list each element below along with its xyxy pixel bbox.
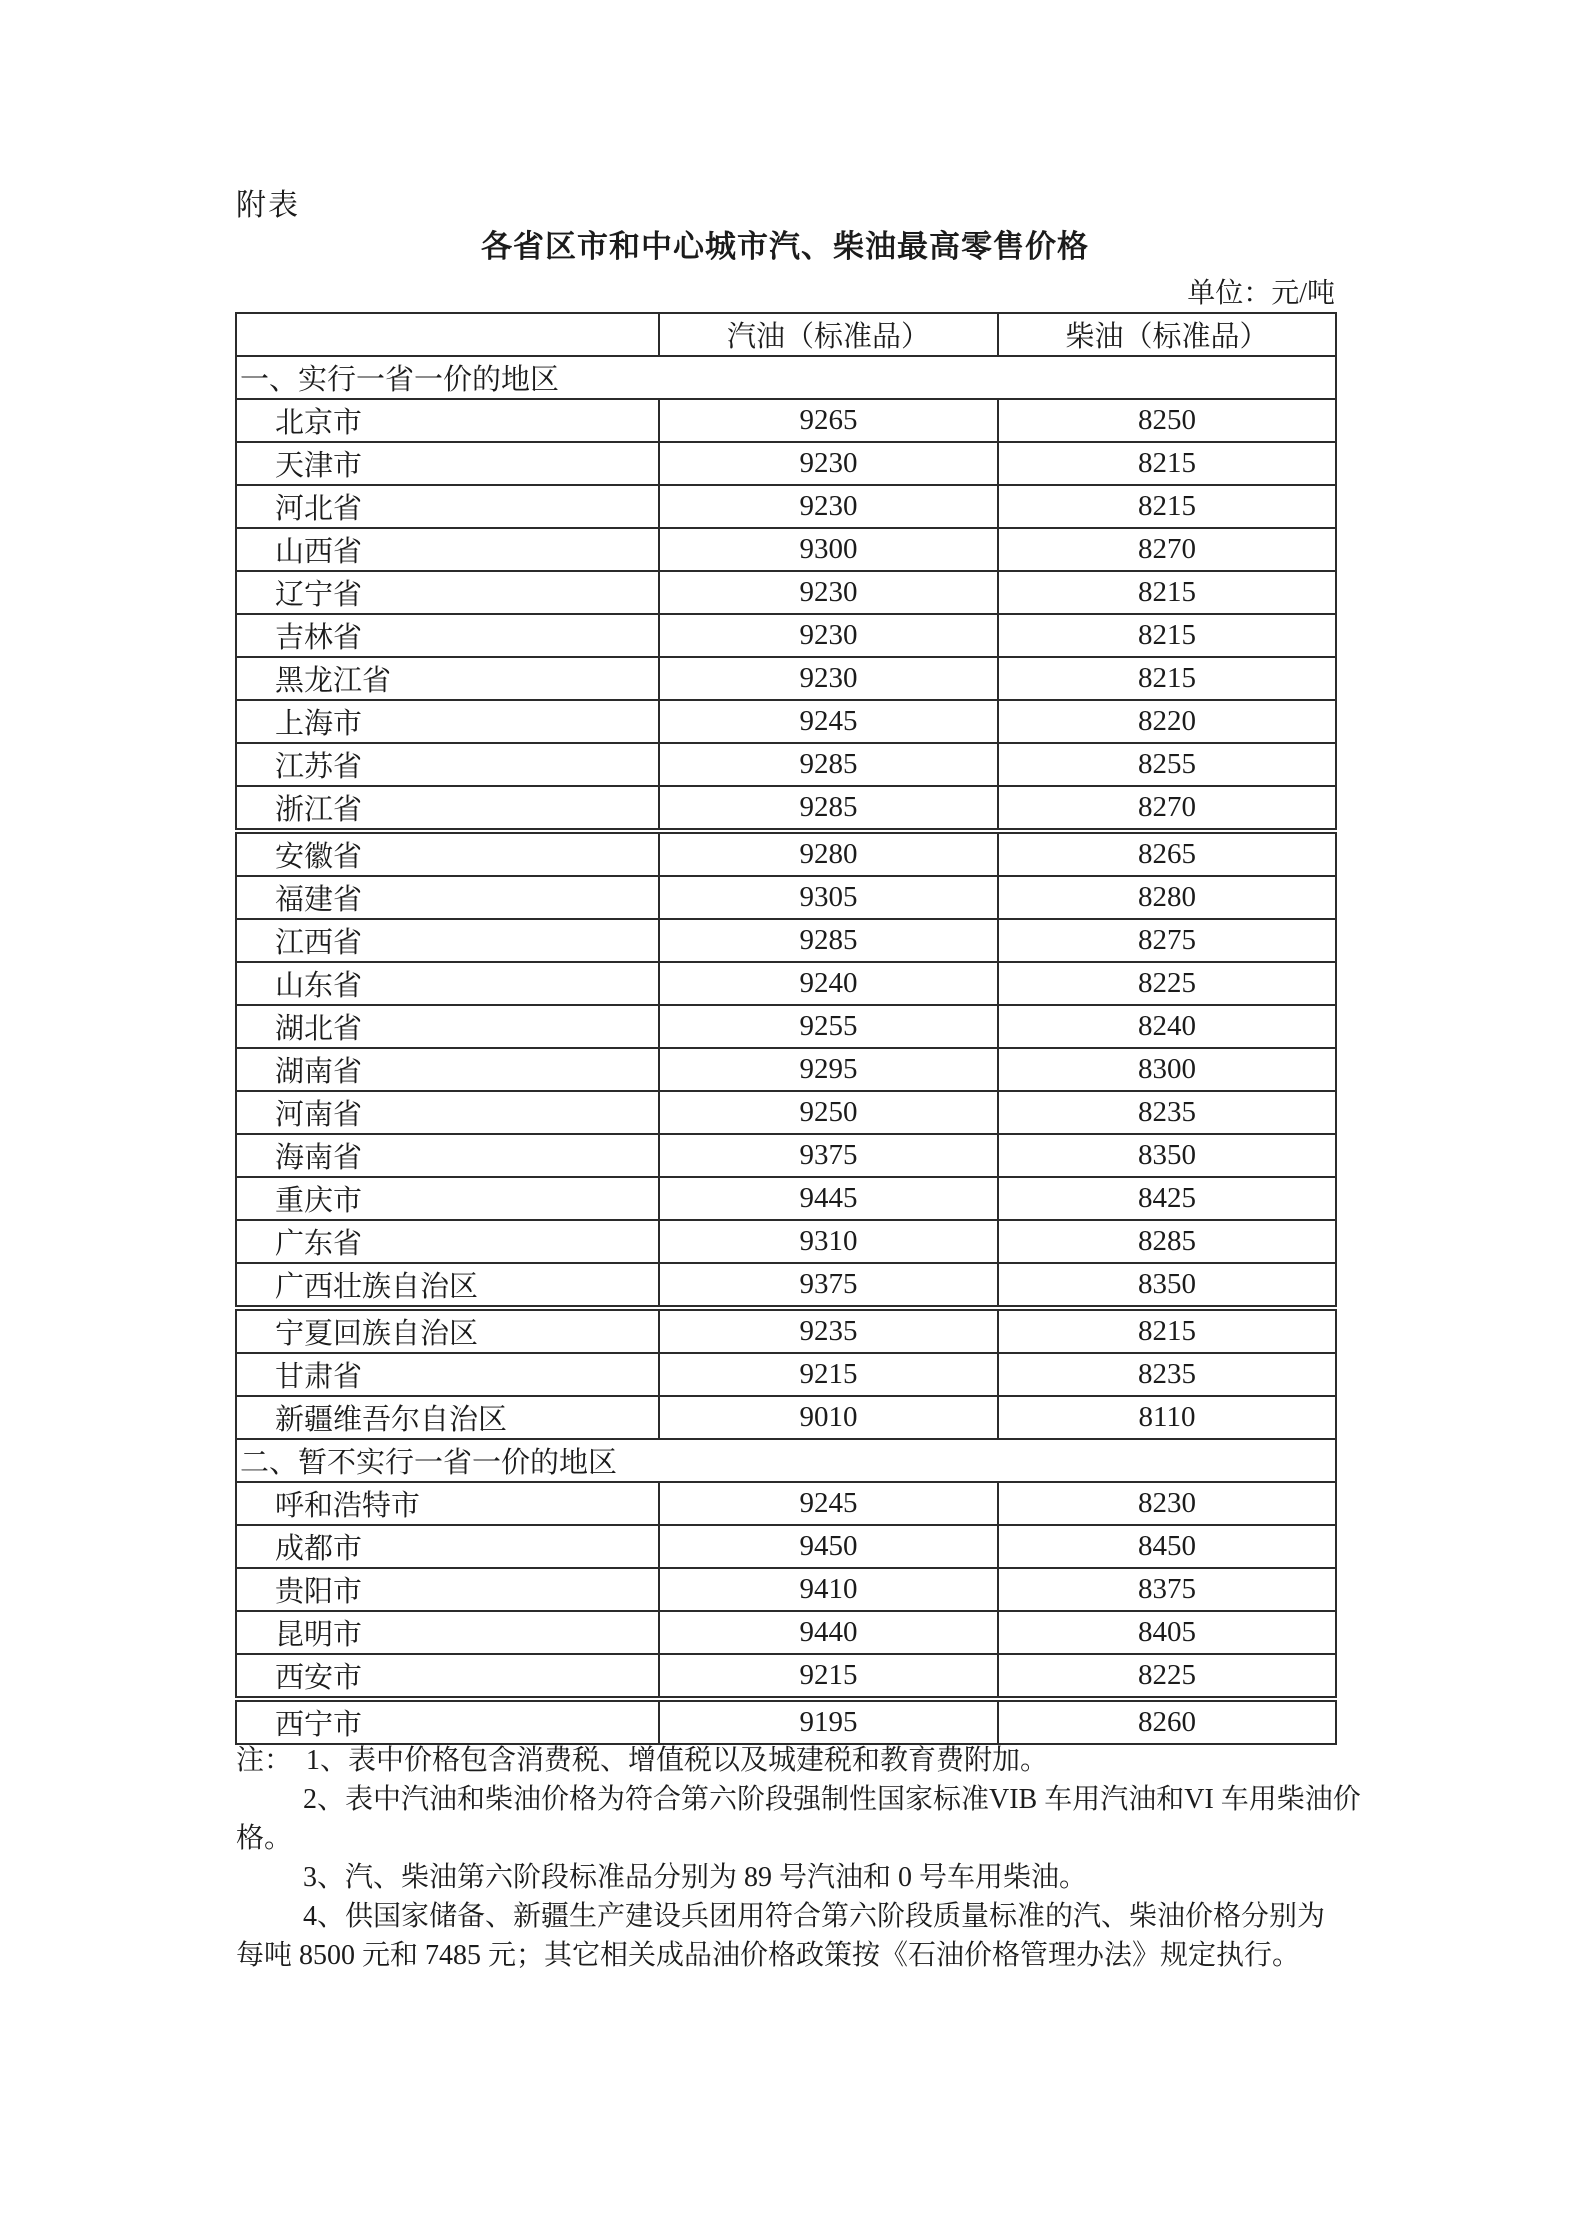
region-name: 湖南省 — [236, 1048, 659, 1091]
region-name: 西宁市 — [236, 1699, 659, 1744]
region-name: 河北省 — [236, 485, 659, 528]
gasoline-price: 9215 — [659, 1353, 998, 1396]
region-name: 天津市 — [236, 442, 659, 485]
table-row — [236, 1220, 1336, 1263]
diesel-price: 8270 — [998, 786, 1336, 831]
region-name: 海南省 — [236, 1134, 659, 1177]
gasoline-price: 9230 — [659, 442, 998, 485]
note-line: 3、汽、柴油第六阶段标准品分别为 89 号汽油和 0 号车用柴油。 — [303, 1862, 1088, 1893]
diesel-price: 8250 — [998, 399, 1336, 442]
table-row — [236, 1482, 1336, 1525]
table-row — [236, 1611, 1336, 1654]
diesel-price: 8215 — [998, 442, 1336, 485]
table-row — [236, 442, 1336, 485]
region-name: 广东省 — [236, 1220, 659, 1263]
note-line: 每吨 8500 元和 7485 元；其它相关成品油价格政策按《石油价格管理办法》规定执行。 — [236, 1940, 1301, 1971]
note-line: 注： 1、表中价格包含消费税、增值税以及城建税和教育费附加。 — [236, 1745, 1049, 1776]
table-row — [236, 876, 1336, 919]
diesel-price: 8375 — [998, 1568, 1336, 1611]
region-name: 新疆维吾尔自治区 — [236, 1396, 659, 1439]
table-row — [236, 1699, 1336, 1744]
table-row — [236, 571, 1336, 614]
region-name: 甘肃省 — [236, 1353, 659, 1396]
table-row — [236, 1177, 1336, 1220]
table-row — [236, 614, 1336, 657]
table-row — [236, 485, 1336, 528]
table-row — [236, 1091, 1336, 1134]
diesel-price: 8265 — [998, 831, 1336, 876]
region-name: 呼和浩特市 — [236, 1482, 659, 1525]
col-header-gasoline: 汽油（标准品） — [659, 313, 998, 356]
diesel-price: 8225 — [998, 962, 1336, 1005]
diesel-price: 8275 — [998, 919, 1336, 962]
diesel-price: 8225 — [998, 1654, 1336, 1699]
diesel-price: 8215 — [998, 657, 1336, 700]
gasoline-price: 9440 — [659, 1611, 998, 1654]
diesel-price: 8260 — [998, 1699, 1336, 1744]
gasoline-price: 9010 — [659, 1396, 998, 1439]
table-row — [236, 919, 1336, 962]
table-row — [236, 1048, 1336, 1091]
col-header-diesel: 柴油（标准品） — [998, 313, 1336, 356]
gasoline-price: 9240 — [659, 962, 998, 1005]
region-name: 湖北省 — [236, 1005, 659, 1048]
gasoline-price: 9265 — [659, 399, 998, 442]
table-row — [236, 399, 1336, 442]
gasoline-price: 9195 — [659, 1699, 998, 1744]
region-name: 安徽省 — [236, 831, 659, 876]
region-name: 辽宁省 — [236, 571, 659, 614]
diesel-price: 8280 — [998, 876, 1336, 919]
table-row — [236, 1525, 1336, 1568]
table-row — [236, 786, 1336, 831]
region-name: 福建省 — [236, 876, 659, 919]
diesel-price: 8235 — [998, 1091, 1336, 1134]
diesel-price: 8270 — [998, 528, 1336, 571]
table-row — [236, 528, 1336, 571]
diesel-price: 8450 — [998, 1525, 1336, 1568]
region-name: 宁夏回族自治区 — [236, 1308, 659, 1353]
table-row — [236, 1654, 1336, 1699]
unit-label: 单位：元/吨 — [1187, 278, 1335, 309]
gasoline-price: 9230 — [659, 657, 998, 700]
gasoline-price: 9230 — [659, 485, 998, 528]
diesel-price: 8285 — [998, 1220, 1336, 1263]
region-name: 西安市 — [236, 1654, 659, 1699]
gasoline-price: 9245 — [659, 1482, 998, 1525]
diesel-price: 8215 — [998, 1308, 1336, 1353]
region-name: 广西壮族自治区 — [236, 1263, 659, 1308]
region-name: 山西省 — [236, 528, 659, 571]
region-name: 吉林省 — [236, 614, 659, 657]
table-row — [236, 962, 1336, 1005]
page-title: 各省区市和中心城市汽、柴油最高零售价格 — [481, 229, 1089, 264]
price-table-header — [236, 313, 1336, 356]
notes-block — [236, 1741, 1411, 1975]
region-name: 河南省 — [236, 1091, 659, 1134]
table-row — [236, 1263, 1336, 1308]
gasoline-price: 9280 — [659, 831, 998, 876]
gasoline-price: 9410 — [659, 1568, 998, 1611]
gasoline-price: 9450 — [659, 1525, 998, 1568]
gasoline-price: 9230 — [659, 571, 998, 614]
diesel-price: 8350 — [998, 1134, 1336, 1177]
table-row — [236, 657, 1336, 700]
diesel-price: 8215 — [998, 571, 1336, 614]
gasoline-price: 9230 — [659, 614, 998, 657]
gasoline-price: 9255 — [659, 1005, 998, 1048]
section-header-label: 一、实行一省一价的地区 — [236, 356, 1336, 399]
section-header-label: 二、暂不实行一省一价的地区 — [236, 1439, 1336, 1482]
table-row — [236, 831, 1336, 876]
diesel-price: 8235 — [998, 1353, 1336, 1396]
gasoline-price: 9285 — [659, 919, 998, 962]
diesel-price: 8405 — [998, 1611, 1336, 1654]
annex-label: 附表 — [236, 189, 300, 222]
diesel-price: 8110 — [998, 1396, 1336, 1439]
col-header-region — [236, 313, 659, 356]
gasoline-price: 9305 — [659, 876, 998, 919]
region-name: 贵阳市 — [236, 1568, 659, 1611]
diesel-price: 8255 — [998, 743, 1336, 786]
gasoline-price: 9285 — [659, 743, 998, 786]
diesel-price: 8425 — [998, 1177, 1336, 1220]
table-row — [236, 1308, 1336, 1353]
price-table — [235, 312, 1337, 1745]
gasoline-price: 9215 — [659, 1654, 998, 1699]
gasoline-price: 9310 — [659, 1220, 998, 1263]
table-row — [236, 743, 1336, 786]
note-line: 2、表中汽油和柴油价格为符合第六阶段强制性国家标准VIB 车用汽油和VI 车用柴油价 — [303, 1784, 1361, 1815]
table-row — [236, 1134, 1336, 1177]
gasoline-price: 9295 — [659, 1048, 998, 1091]
table-row — [236, 1005, 1336, 1048]
gasoline-price: 9235 — [659, 1308, 998, 1353]
note-line: 格。 — [236, 1823, 293, 1854]
region-name: 重庆市 — [236, 1177, 659, 1220]
note-line: 4、供国家储备、新疆生产建设兵团用符合第六阶段质量标准的汽、柴油价格分别为 — [303, 1901, 1326, 1932]
region-name: 山东省 — [236, 962, 659, 1005]
diesel-price: 8220 — [998, 700, 1336, 743]
region-name: 成都市 — [236, 1525, 659, 1568]
section-header-row — [236, 356, 1336, 399]
gasoline-price: 9375 — [659, 1263, 998, 1308]
diesel-price: 8300 — [998, 1048, 1336, 1091]
gasoline-price: 9300 — [659, 528, 998, 571]
gasoline-price: 9250 — [659, 1091, 998, 1134]
diesel-price: 8230 — [998, 1482, 1336, 1525]
region-name: 江苏省 — [236, 743, 659, 786]
gasoline-price: 9375 — [659, 1134, 998, 1177]
price-table-body — [236, 356, 1336, 1744]
header-row — [236, 313, 1336, 356]
region-name: 北京市 — [236, 399, 659, 442]
region-name: 黑龙江省 — [236, 657, 659, 700]
region-name: 昆明市 — [236, 1611, 659, 1654]
gasoline-price: 9445 — [659, 1177, 998, 1220]
gasoline-price: 9245 — [659, 700, 998, 743]
table-row — [236, 1396, 1336, 1439]
table-row — [236, 1353, 1336, 1396]
section-header-row — [236, 1439, 1336, 1482]
diesel-price: 8350 — [998, 1263, 1336, 1308]
region-name: 江西省 — [236, 919, 659, 962]
gasoline-price: 9285 — [659, 786, 998, 831]
region-name: 浙江省 — [236, 786, 659, 831]
diesel-price: 8240 — [998, 1005, 1336, 1048]
table-row — [236, 700, 1336, 743]
region-name: 上海市 — [236, 700, 659, 743]
diesel-price: 8215 — [998, 485, 1336, 528]
diesel-price: 8215 — [998, 614, 1336, 657]
table-row — [236, 1568, 1336, 1611]
